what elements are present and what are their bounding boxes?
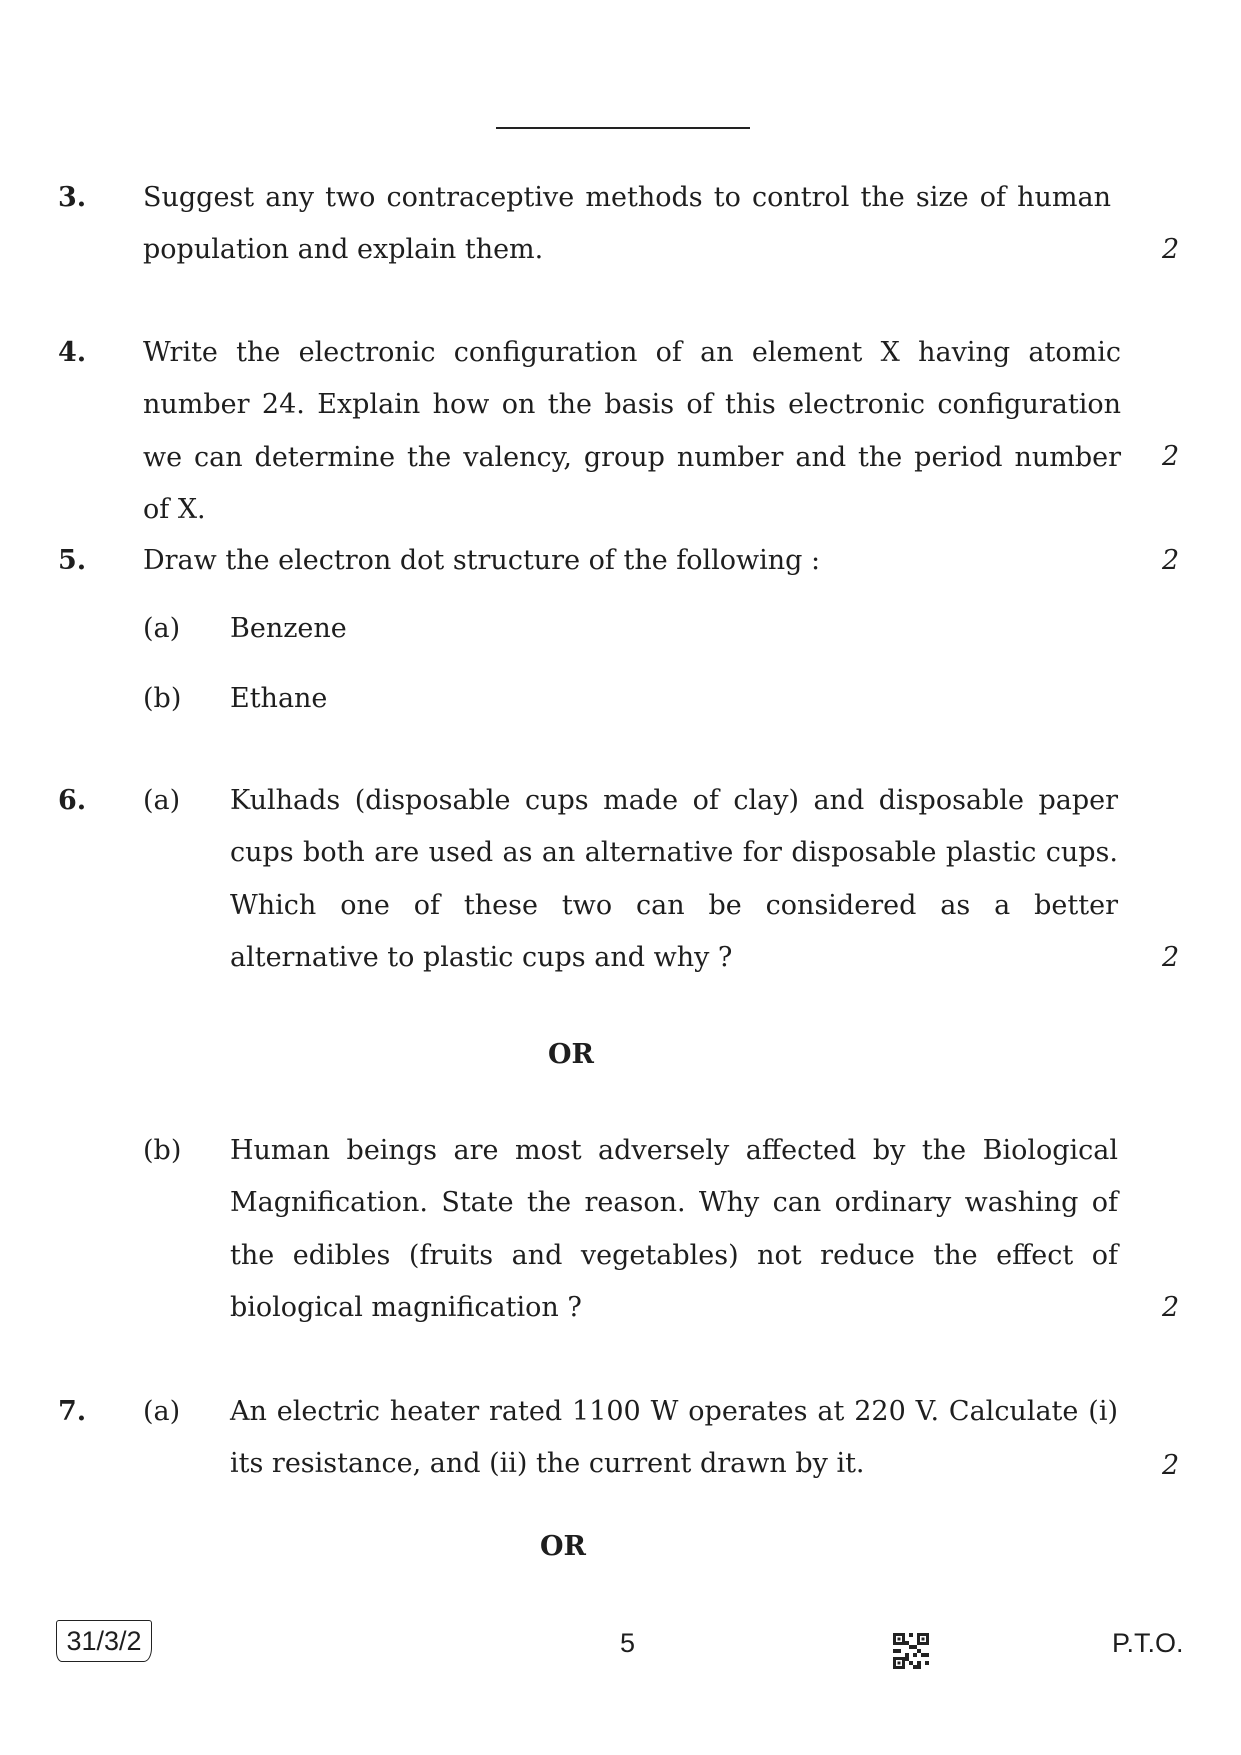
question-number: 5. <box>58 545 87 576</box>
please-turn-over: P.T.O. <box>1112 1628 1184 1658</box>
part-text: Kulhads (disposable cups made of clay) and disposable paper cups both are used as an alternative for disposable plastic cups. Which one of these two can be considered as a better alternative to plastic cups and why ? <box>230 785 1118 973</box>
marks: 2 <box>1162 942 1180 973</box>
marks: 2 <box>1162 1292 1180 1323</box>
option-label: (b) <box>143 683 182 714</box>
question-number: 7. <box>58 1396 87 1427</box>
or-separator: OR <box>540 1531 586 1562</box>
page-number: 5 <box>620 1628 636 1658</box>
part-label: (a) <box>143 1396 181 1427</box>
option-text: Benzene <box>230 613 347 644</box>
part-label: (a) <box>143 785 181 816</box>
marks: 2 <box>1162 545 1180 576</box>
qr-code-icon <box>893 1633 929 1669</box>
or-separator: OR <box>548 1039 594 1070</box>
question-number: 6. <box>58 785 87 816</box>
option-label: (a) <box>143 613 181 644</box>
question-text: Draw the electron dot structure of the following : <box>143 545 821 576</box>
part-label: (b) <box>143 1135 182 1166</box>
marks: 2 <box>1162 1450 1180 1481</box>
question-text: Suggest any two contraceptive methods to control the size of human population and explain them. <box>143 182 1111 266</box>
option-text: Ethane <box>230 683 328 714</box>
header-rule <box>496 127 750 129</box>
marks: 2 <box>1162 441 1180 472</box>
marks: 2 <box>1162 234 1180 265</box>
question-number: 4. <box>58 337 87 368</box>
question-text: Write the electronic configuration of an element X having atomic number 24. Explain how on the basis of this electronic configuration we can determine the valency, group number and the period number of X. <box>143 337 1121 525</box>
question-number: 3. <box>58 182 87 213</box>
part-text: Human beings are most adversely affected by the Biological Magnification. State the reason. Why can ordinary washing of the edibles (fruits and vegetables) not reduce the effect of biological magnification ? <box>230 1135 1118 1323</box>
part-text: An electric heater rated 1100 W operates at 220 V. Calculate (i) its resistance, and (ii) the current drawn by it. <box>230 1396 1118 1480</box>
paper-code: 31/3/2 <box>56 1620 152 1662</box>
